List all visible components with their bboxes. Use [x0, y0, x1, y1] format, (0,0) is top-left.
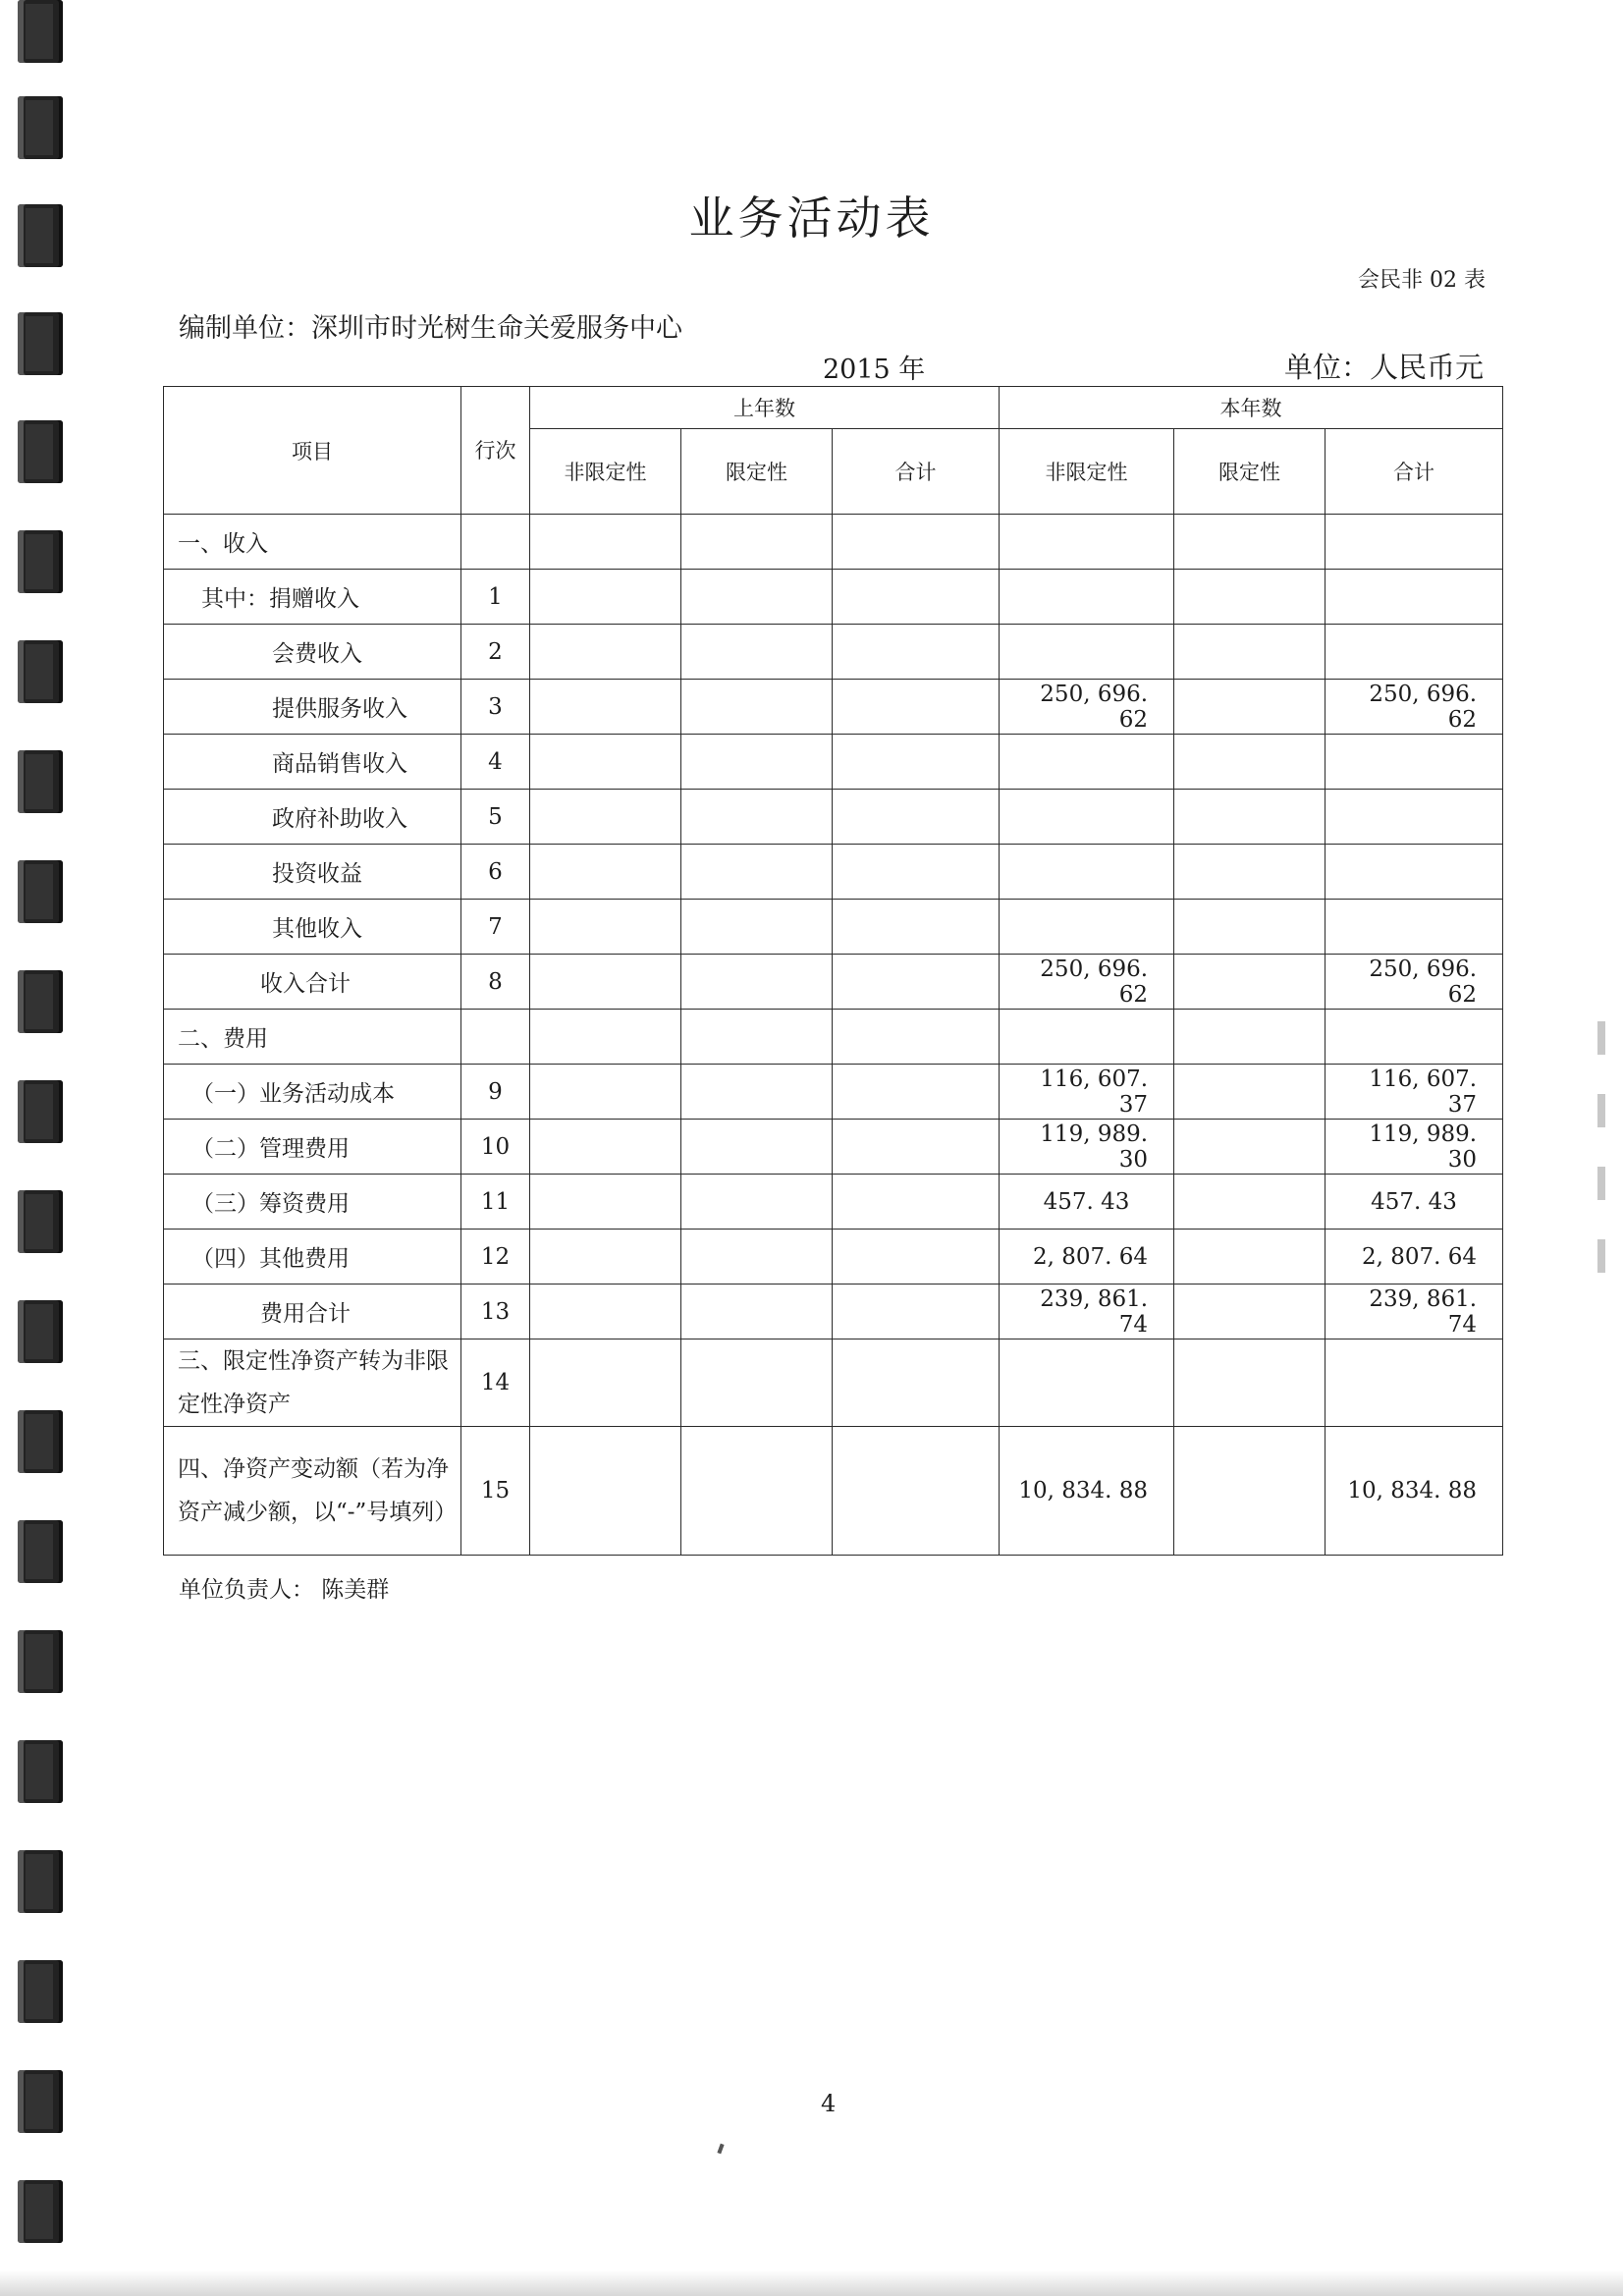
binding-ring [18, 970, 63, 1033]
prior-total-cell [833, 1285, 1000, 1339]
current-unrestricted-cell [1000, 845, 1174, 900]
row-label: 提供服务收入 [164, 680, 461, 735]
prior-restricted-cell [681, 1285, 833, 1339]
binding-ring [18, 1080, 63, 1143]
binding-ring [18, 1740, 63, 1803]
prior-restricted-cell [681, 845, 833, 900]
row-label: （四）其他费用 [164, 1230, 461, 1285]
prior-total-cell [833, 955, 1000, 1010]
binding-ring [18, 530, 63, 593]
current-unrestricted-cell: 2, 807. 64 [1000, 1230, 1174, 1285]
row-label: （三）筹资费用 [164, 1175, 461, 1230]
row-label: （一）业务活动成本 [164, 1065, 461, 1120]
table-row [164, 845, 1503, 900]
row-label: 商品销售收入 [164, 735, 461, 790]
prior-total-cell [833, 570, 1000, 625]
current-total-cell: 457. 43 [1325, 1175, 1503, 1230]
prior-total-cell [833, 1427, 1000, 1556]
current-restricted-cell [1174, 1065, 1325, 1120]
binding-ring [18, 1630, 63, 1693]
row-number [461, 515, 530, 570]
current-total-cell [1325, 735, 1503, 790]
row-number: 10 [461, 1120, 530, 1175]
current-total-cell: 250, 696. 62 [1325, 680, 1503, 735]
prior-restricted-cell [681, 1339, 833, 1427]
prior-total-cell [833, 680, 1000, 735]
prior-restricted-cell [681, 515, 833, 570]
current-total-cell [1325, 790, 1503, 845]
prior-total-cell [833, 790, 1000, 845]
row-number: 15 [461, 1427, 530, 1556]
current-total-cell [1325, 515, 1503, 570]
prior-total-cell [833, 1175, 1000, 1230]
binding-ring [18, 1300, 63, 1363]
row-label: 二、费用 [164, 1010, 461, 1065]
prior-unrestricted-cell [530, 570, 681, 625]
table-row [164, 625, 1503, 680]
binding-ring [18, 750, 63, 813]
prior-total-cell [833, 625, 1000, 680]
row-label: 四、净资产变动额（若为净资产减少额，以“-”号填列） [164, 1427, 461, 1556]
prior-unrestricted-cell [530, 1285, 681, 1339]
table-row [164, 1427, 1503, 1556]
table-row [164, 1175, 1503, 1230]
current-unrestricted-cell: 239, 861. 74 [1000, 1285, 1174, 1339]
binding-strip [0, 0, 79, 2296]
row-label: 收入合计 [164, 955, 461, 1010]
current-unrestricted-cell: 10, 834. 88 [1000, 1427, 1174, 1556]
prior-restricted-cell [681, 735, 833, 790]
prior-unrestricted-cell [530, 515, 681, 570]
currency-unit: 单位：人民币元 [1283, 351, 1484, 384]
row-number: 13 [461, 1285, 530, 1339]
prior-total-cell [833, 1010, 1000, 1065]
row-number: 8 [461, 955, 530, 1010]
table-row [164, 1065, 1503, 1120]
scan-speck [717, 2144, 724, 2155]
row-number: 5 [461, 790, 530, 845]
row-number: 6 [461, 845, 530, 900]
row-number [461, 1010, 530, 1065]
current-total-cell: 250, 696. 62 [1325, 955, 1503, 1010]
current-restricted-cell [1174, 1285, 1325, 1339]
prior-unrestricted-cell [530, 1339, 681, 1427]
activity-table [163, 386, 1503, 1556]
current-total-cell: 116, 607. 37 [1325, 1065, 1503, 1120]
header-current-total: 合计 [1325, 429, 1503, 515]
current-restricted-cell [1174, 1175, 1325, 1230]
header-current-restricted: 限定性 [1174, 429, 1325, 515]
row-number: 2 [461, 625, 530, 680]
prior-unrestricted-cell [530, 1230, 681, 1285]
current-unrestricted-cell [1000, 1339, 1174, 1427]
prior-unrestricted-cell [530, 1065, 681, 1120]
current-total-cell [1325, 625, 1503, 680]
responsible-person: 单位负责人： 陈美群 [179, 1577, 390, 1603]
binding-ring [18, 1850, 63, 1913]
binding-ring [18, 420, 63, 483]
binding-ring [18, 1960, 63, 2023]
row-label: 三、限定性净资产转为非限定性净资产 [164, 1339, 461, 1427]
current-unrestricted-cell [1000, 735, 1174, 790]
row-label: 一、收入 [164, 515, 461, 570]
current-restricted-cell [1174, 570, 1325, 625]
prior-total-cell [833, 1339, 1000, 1427]
current-total-cell [1325, 1010, 1503, 1065]
prior-unrestricted-cell [530, 845, 681, 900]
current-unrestricted-cell [1000, 790, 1174, 845]
current-restricted-cell [1174, 735, 1325, 790]
current-unrestricted-cell: 119, 989. 30 [1000, 1120, 1174, 1175]
prior-restricted-cell [681, 1230, 833, 1285]
current-unrestricted-cell [1000, 570, 1174, 625]
prior-restricted-cell [681, 570, 833, 625]
prior-unrestricted-cell [530, 955, 681, 1010]
current-unrestricted-cell: 250, 696. 62 [1000, 680, 1174, 735]
prior-total-cell [833, 1065, 1000, 1120]
table-row [164, 680, 1503, 735]
current-restricted-cell [1174, 845, 1325, 900]
compiling-unit: 编制单位：深圳市时光树生命关爱服务中心 [179, 313, 682, 344]
binding-ring [18, 96, 63, 159]
row-label: 政府补助收入 [164, 790, 461, 845]
header-current-unrestricted: 非限定性 [1000, 429, 1174, 515]
table-row [164, 1120, 1503, 1175]
prior-unrestricted-cell [530, 790, 681, 845]
prior-restricted-cell [681, 1175, 833, 1230]
binding-ring [18, 1190, 63, 1253]
prior-restricted-cell [681, 900, 833, 955]
current-restricted-cell [1174, 680, 1325, 735]
row-number: 11 [461, 1175, 530, 1230]
current-unrestricted-cell: 116, 607. 37 [1000, 1065, 1174, 1120]
current-restricted-cell [1174, 900, 1325, 955]
table-row [164, 735, 1503, 790]
table-row [164, 955, 1503, 1010]
table-row [164, 570, 1503, 625]
row-number: 9 [461, 1065, 530, 1120]
row-number: 4 [461, 735, 530, 790]
prior-total-cell [833, 1120, 1000, 1175]
current-total-cell [1325, 570, 1503, 625]
current-total-cell: 10, 834. 88 [1325, 1427, 1503, 1556]
table-row [164, 1010, 1503, 1065]
row-number: 3 [461, 680, 530, 735]
binding-ring [18, 640, 63, 703]
row-label: 其中：捐赠收入 [164, 570, 461, 625]
scan-artifact [1594, 1021, 1615, 1316]
table-row [164, 515, 1503, 570]
prior-restricted-cell [681, 790, 833, 845]
prior-restricted-cell [681, 680, 833, 735]
prior-restricted-cell [681, 1010, 833, 1065]
binding-ring [18, 2180, 63, 2243]
prior-total-cell [833, 1230, 1000, 1285]
header-item: 项目 [164, 387, 461, 515]
current-restricted-cell [1174, 790, 1325, 845]
current-total-cell: 119, 989. 30 [1325, 1120, 1503, 1175]
current-restricted-cell [1174, 955, 1325, 1010]
header-row-no: 行次 [461, 387, 530, 515]
prior-unrestricted-cell [530, 900, 681, 955]
document-title: 业务活动表 [688, 191, 935, 245]
header-prior-unrestricted: 非限定性 [530, 429, 681, 515]
header-prior-total: 合计 [833, 429, 1000, 515]
prior-unrestricted-cell [530, 1427, 681, 1556]
row-number: 1 [461, 570, 530, 625]
current-restricted-cell [1174, 625, 1325, 680]
row-label: （二）管理费用 [164, 1120, 461, 1175]
prior-unrestricted-cell [530, 735, 681, 790]
binding-ring [18, 860, 63, 923]
current-total-cell: 2, 807. 64 [1325, 1230, 1503, 1285]
current-restricted-cell [1174, 1120, 1325, 1175]
row-number: 7 [461, 900, 530, 955]
current-total-cell [1325, 845, 1503, 900]
current-unrestricted-cell: 457. 43 [1000, 1175, 1174, 1230]
prior-total-cell [833, 515, 1000, 570]
prior-unrestricted-cell [530, 1120, 681, 1175]
binding-ring [18, 2070, 63, 2133]
prior-restricted-cell [681, 1065, 833, 1120]
prior-unrestricted-cell [530, 1175, 681, 1230]
table-row [164, 900, 1503, 955]
current-restricted-cell [1174, 515, 1325, 570]
row-label: 投资收益 [164, 845, 461, 900]
binding-ring [18, 1410, 63, 1473]
current-restricted-cell [1174, 1230, 1325, 1285]
current-unrestricted-cell: 250, 696. 62 [1000, 955, 1174, 1010]
row-number: 12 [461, 1230, 530, 1285]
prior-total-cell [833, 845, 1000, 900]
row-number: 14 [461, 1339, 530, 1427]
current-unrestricted-cell [1000, 900, 1174, 955]
prior-unrestricted-cell [530, 680, 681, 735]
header-prior-restricted: 限定性 [681, 429, 833, 515]
table-row [164, 1339, 1503, 1427]
page-number: 4 [821, 2090, 837, 2117]
prior-restricted-cell [681, 955, 833, 1010]
table-row [164, 790, 1503, 845]
table-row [164, 1230, 1503, 1285]
current-total-cell: 239, 861. 74 [1325, 1285, 1503, 1339]
report-year: 2015 年 [823, 355, 926, 385]
prior-unrestricted-cell [530, 625, 681, 680]
prior-restricted-cell [681, 1427, 833, 1556]
current-restricted-cell [1174, 1339, 1325, 1427]
prior-restricted-cell [681, 625, 833, 680]
current-unrestricted-cell [1000, 625, 1174, 680]
current-restricted-cell [1174, 1010, 1325, 1065]
current-restricted-cell [1174, 1427, 1325, 1556]
header-prior-year: 上年数 [530, 387, 1000, 429]
prior-unrestricted-cell [530, 1010, 681, 1065]
row-label: 其他收入 [164, 900, 461, 955]
header-current-year: 本年数 [1000, 387, 1503, 429]
current-unrestricted-cell [1000, 515, 1174, 570]
binding-ring [18, 312, 63, 375]
form-code: 会民非 02 表 [1358, 268, 1486, 293]
row-label: 会费收入 [164, 625, 461, 680]
current-unrestricted-cell [1000, 1010, 1174, 1065]
table-row [164, 1285, 1503, 1339]
prior-total-cell [833, 735, 1000, 790]
current-total-cell [1325, 1339, 1503, 1427]
prior-restricted-cell [681, 1120, 833, 1175]
binding-ring [18, 1520, 63, 1583]
row-label: 费用合计 [164, 1285, 461, 1339]
current-total-cell [1325, 900, 1503, 955]
binding-ring [18, 0, 63, 63]
scan-bottom-edge [0, 2270, 1623, 2296]
prior-total-cell [833, 900, 1000, 955]
